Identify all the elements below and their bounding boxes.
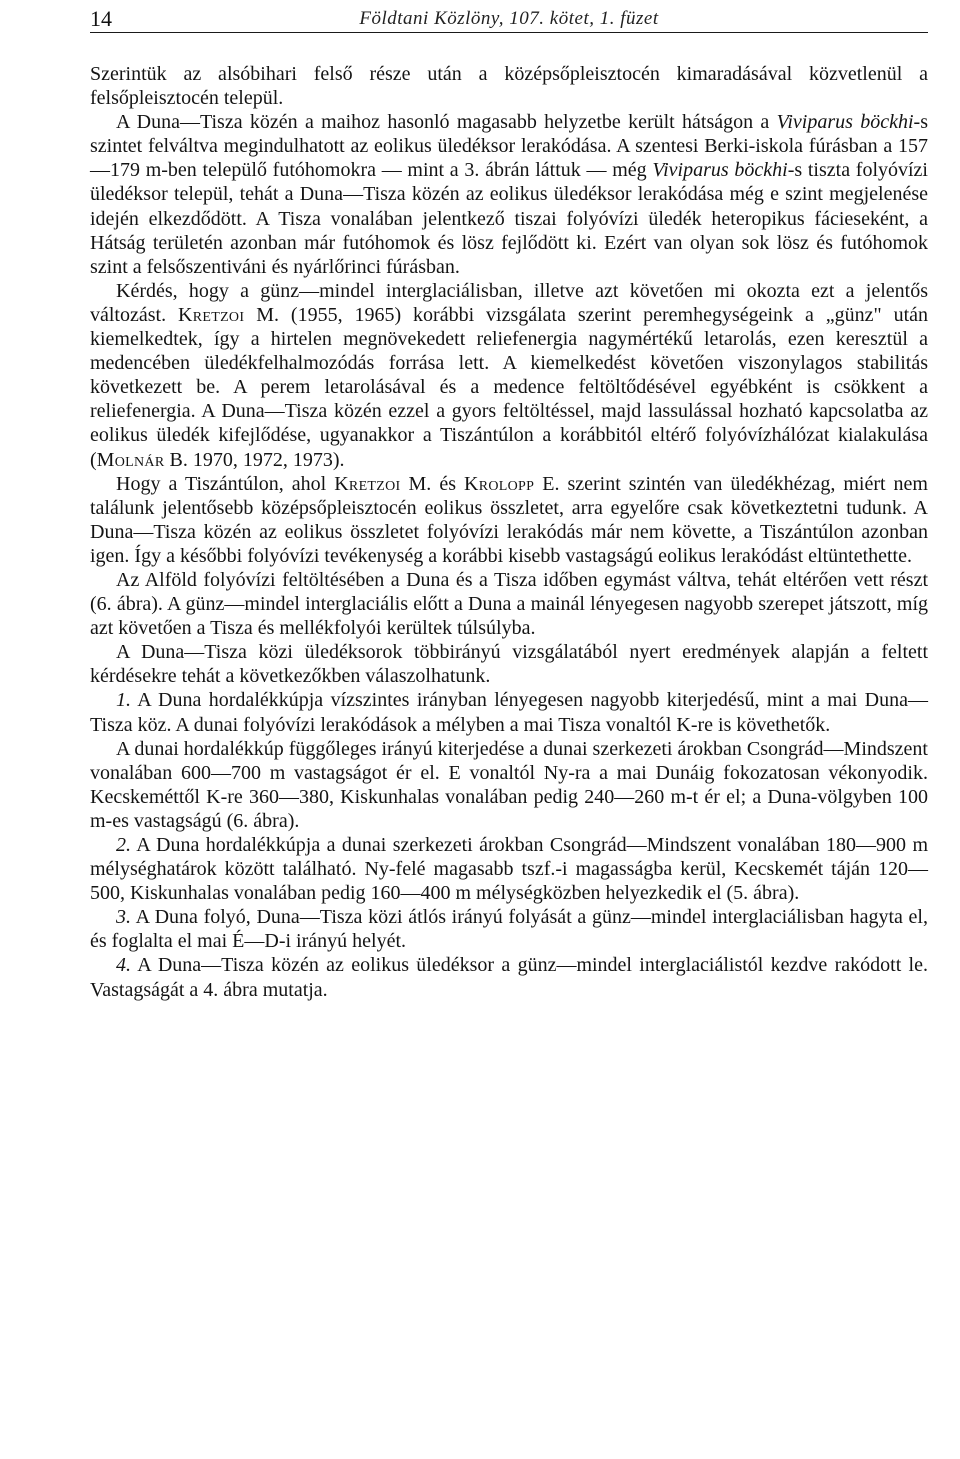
paragraph: [90, 953, 928, 1001]
text-run: E. szerint szintén van üledékhézag, miért nem találunk jelentősebb középsőpleisztocén eolikus összletet, arra egyelőre csak következtetni tudunk. A Duna—Tisza közén az eolikus összletet folyóvízi lerakódás már nem követte, a Tiszántúlon azonban igen. Így a későbbi folyóvízi tevékenység a korábbi kisebb vastagságú eolikus lerakódást eltüntethette.: [90, 472, 928, 567]
italic-text: 2.: [116, 834, 131, 856]
italic-text: 3.: [116, 906, 131, 929]
italic-text: 1.: [116, 689, 131, 712]
text-run: A Duna—Tisza közén a maihoz hasonló magasabb helyzetbe került hátságon a: [116, 111, 777, 134]
body-text: [90, 62, 928, 1002]
text-run: A dunai hordalékkúp függőleges irányú kiterjedése a dunai szerkezeti árokban Csongrád—Mindszent vonalában 600—700 m vastagságot ér el. E vonaltól Ny-ra a mai Dunáig fokozatosan vékonyodik. Kecskeméttől K-re 360—380, Kiskunhalas vonalában pedig 240—260 m-t ér el; a Duna-völgyben 100 m-es vastagságú (6. ábra).: [90, 737, 928, 832]
text-run: Kérdés, hogy a günz—mindel interglaciálisban, illetve azt követően mi okozta ezt a jelentős változást.: [90, 279, 928, 326]
text-run: -s szintet felváltva megindulhatott az eolikus üledéksor lerakódása. A szentesi Berki-iskola fúrásban a 157—179 m-ben települő futóhomokra — mint a 3. ábrán láttuk — még: [90, 111, 928, 182]
italic-text: Viviparus böckhi: [776, 111, 914, 134]
paragraph: [90, 688, 928, 736]
text-run: A Duna—Tisza közi üledéksorok többirányú vizsgálatából nyert eredmények alapján a feltett kérdésekre tehát a következőkben válaszolhatunk.: [90, 641, 928, 688]
italic-text: Viviparus böckhi: [652, 159, 788, 182]
text-run: Hogy a Tiszántúlon, ahol: [116, 472, 335, 495]
paragraph: [90, 62, 928, 110]
paragraph: [90, 568, 928, 640]
text-run: -s tiszta folyóvízi üledéksor települ, tehát a Duna—Tisza közén az eolikus üledéksor lerakódása még e szint megjelenése idején elkezdődött. A Tisza vonalában jelentkező tiszai folyóvízi üledék heteropikus fácieseként, a Hátság területén azonban már futóhomok és lösz fejlődött ki. Ezért van olyan sok lösz és futóhomok szint a felsőszentiváni és nyárlőrinci fúrásban.: [90, 159, 928, 278]
journal-title: Földtani Közlöny, 107. kötet, 1. füzet: [359, 8, 659, 29]
text-run: B. 1970, 1972, 1973).: [164, 448, 345, 471]
italic-text: 4.: [116, 954, 131, 977]
text-run: A Duna hordalékkúpja a dunai szerkezeti árokban Csongrád—Mindszent vonalában 180—900 m mélységhatárok között található. Ny-felé magasabb tszf.-i magasságba kerül, Kecskemét táján 120—500, Kiskunhalas vonalában pedig 160—400 m mélységközben helyezkedik el (5. ábra).: [90, 834, 928, 905]
text-run: Szerintük az alsóbihari felső része után a középsőpleisztocén kimaradásával közvetlenül a felsőpleisztocén települ.: [90, 63, 928, 110]
text-run: Az Alföld folyóvízi feltöltésében a Duna és a Tisza időben egymást váltva, tehát eltérően vett részt (6. ábra). A günz—mindel interglaciális előtt a Duna a mainál lényegesen nagyobb szerepet játszott, míg azt követően a Tisza és mellékfolyói kerültek túlsúlyba.: [90, 568, 928, 640]
author-name: Krolopp: [464, 472, 535, 495]
paragraph: [90, 472, 928, 568]
paragraph: [90, 640, 928, 688]
paragraph: [90, 905, 928, 953]
author-name: Molnár: [96, 448, 165, 471]
text-run: A Duna—Tisza közén az eolikus üledéksor a günz—mindel interglaciálistól kezdve rakódott le. Vastagságát a 4. ábra mutatja.: [90, 954, 928, 1001]
paragraph: [90, 833, 928, 905]
author-name: Kretzoi: [178, 303, 245, 326]
text-run: A Duna folyó, Duna—Tisza közi átlós irányú folyását a günz—mindel interglaciálisban hagyta el, és foglalta el mai É—D-i irányú helyét.: [90, 906, 928, 953]
running-header: [90, 4, 928, 33]
paragraph: [90, 279, 928, 472]
author-name: Kretzoi: [334, 472, 401, 495]
text-run: M. és: [400, 472, 464, 495]
text-run: A Duna hordalékkúpja vízszintes irányban lényegesen nagyobb kiterjedésű, mint a mai Duna—Tisza köz. A dunai folyóvízi lerakódások a mélyben a mai Tisza vonaltól K-re is követhetők.: [90, 689, 928, 736]
paragraph: [90, 110, 928, 279]
paragraph: [90, 737, 928, 833]
text-run: M. (1955, 1965) korábbi vizsgálata szerint peremhegységeink a „günz" után kiemelkedtek, így a hirtelen megnövekedett reliefenergia nagymértékű letarolás, ezen keresztül a medencében üledékfelhalmozódás forrása lett. A kiemelkedést követően viszonylagos stabilitás következett be. A perem letarolásával és a medence feltöltődésével egyébként is csökkent a reliefenergia. A Duna—Tisza közén ezzel a gyors feltöltéssel, majd lassulással hozható kapcsolatba az eolikus üledék kifejlődése, ugyanakkor a Tiszántúlon a korábbitól eltérő folyóvízhálózat kialakulása (: [90, 303, 928, 471]
page-number: 14: [90, 6, 112, 31]
